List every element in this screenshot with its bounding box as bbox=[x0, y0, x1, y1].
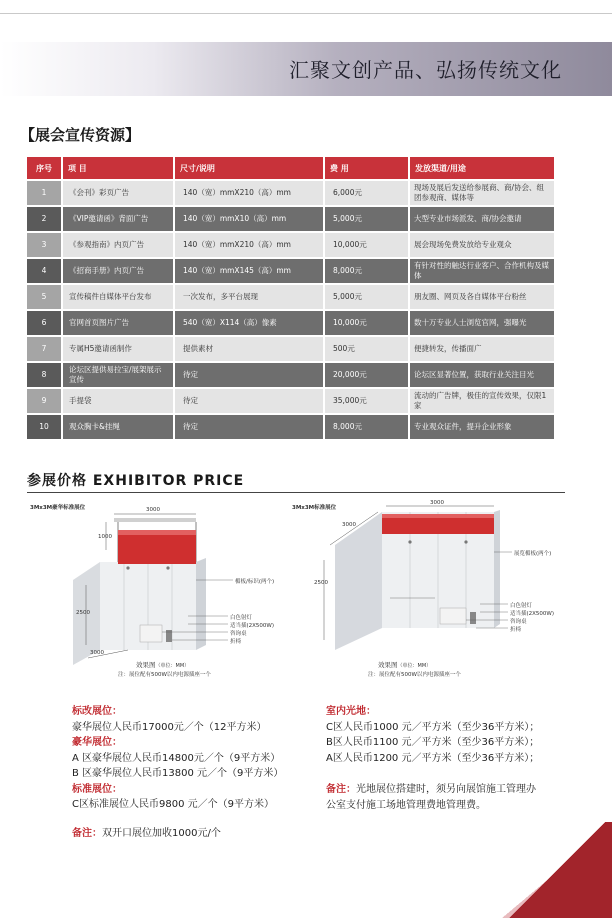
cell-no: 8 bbox=[27, 363, 61, 387]
dim-width: 3000 bbox=[430, 500, 444, 506]
price-line: C区标准展位人民币9800 元／个（9平方米） bbox=[72, 799, 274, 810]
label-chair: 折椅 bbox=[510, 627, 522, 633]
label-socket: 适当插(2X500W) bbox=[230, 623, 274, 629]
dim-side: 1000 bbox=[98, 534, 112, 540]
cell-no: 7 bbox=[27, 337, 61, 361]
cell-size: 140（宽）mmX210（高）mm bbox=[173, 181, 323, 205]
diagram-caption: 3Mx3M豪华标准展位 bbox=[30, 505, 86, 511]
cell-no: 2 bbox=[27, 207, 61, 231]
cell-item: 观众胸卡&挂绳 bbox=[61, 415, 173, 439]
power-note: 注：展位配有500W以内电源插座一个 bbox=[368, 672, 461, 678]
table-row bbox=[27, 207, 554, 231]
promo-resources-table bbox=[27, 155, 554, 441]
header-no: 序号 bbox=[27, 157, 61, 179]
note-left bbox=[72, 826, 221, 842]
dim-side: 3000 bbox=[342, 522, 356, 528]
table-row bbox=[27, 389, 554, 413]
cell-use: 大型专业市场派发、商/协会邀请 bbox=[408, 207, 554, 231]
cell-size: 140（宽）mmX210（高）mm bbox=[173, 233, 323, 257]
cell-use: 专业观众证件，提升企业形象 bbox=[408, 415, 554, 439]
label-spotlight: 白色射灯 bbox=[510, 603, 533, 609]
price-line: A 区豪华展位人民币14800元／个（9平方米） bbox=[72, 752, 281, 764]
header-banner bbox=[0, 42, 612, 96]
cell-no: 5 bbox=[27, 285, 61, 309]
cell-use: 展会现场免费发放给专业观众 bbox=[408, 233, 554, 257]
cell-item: 《参观指南》内页广告 bbox=[61, 233, 173, 257]
cell-fee: 8,000元 bbox=[323, 259, 408, 283]
cell-size: 140（宽）mmX10（高）mm bbox=[173, 207, 323, 231]
section-divider bbox=[27, 492, 565, 493]
cell-fee: 6,000元 bbox=[323, 181, 408, 205]
table-row bbox=[27, 259, 554, 283]
header-use: 发放渠道/用途 bbox=[408, 157, 554, 179]
cell-use: 论坛区显著位置，获取行业关注目光 bbox=[408, 363, 554, 387]
table-row bbox=[27, 233, 554, 257]
prices-left bbox=[72, 704, 283, 813]
table-row bbox=[27, 337, 554, 361]
diagram-caption: 3Mx3M标准展位 bbox=[292, 505, 337, 511]
cell-size: 140（宽）mmX145（高）mm bbox=[173, 259, 323, 283]
cell-fee: 35,000元 bbox=[323, 389, 408, 413]
header-item: 项 目 bbox=[61, 157, 173, 179]
table-row bbox=[27, 285, 554, 309]
cell-fee: 10,000元 bbox=[323, 311, 408, 335]
price-heading: 标改展位： bbox=[72, 706, 122, 717]
section-title-price: 参展价格 EXHIBITOR PRICE bbox=[27, 473, 245, 489]
cell-no: 10 bbox=[27, 415, 61, 439]
label-chair: 折椅 bbox=[230, 639, 242, 645]
cell-size: 待定 bbox=[173, 389, 323, 413]
cell-item: 专属H5邀请函制作 bbox=[61, 337, 173, 361]
cell-item: 《会刊》彩页广告 bbox=[61, 181, 173, 205]
note-text-1: 光地展位搭建时，须另向展馆施工管理办 bbox=[356, 784, 536, 795]
cell-size: 一次发布，多平台展现 bbox=[173, 285, 323, 309]
cell-fee: 500元 bbox=[323, 337, 408, 361]
dim-height: 2500 bbox=[76, 610, 90, 616]
render-title: 效果图（单位：MM） bbox=[378, 661, 432, 669]
label-fascia: 展览楣板(两个) bbox=[514, 551, 552, 557]
cell-no: 9 bbox=[27, 389, 61, 413]
cell-fee: 20,000元 bbox=[323, 363, 408, 387]
header-fee: 费 用 bbox=[323, 157, 408, 179]
power-note: 注：展位配有500W以内电源插座一个 bbox=[118, 672, 211, 678]
dim-height: 2500 bbox=[314, 580, 328, 586]
note-label: 备注： bbox=[72, 828, 102, 839]
cell-use: 有针对性的触达行业客户、合作机构及媒体 bbox=[408, 259, 554, 283]
cell-use: 朋友圈、网页及各自媒体平台粉丝 bbox=[408, 285, 554, 309]
cell-size: 提供素材 bbox=[173, 337, 323, 361]
cell-item: 宣传稿件自媒体平台发布 bbox=[61, 285, 173, 309]
label-spotlight: 白色射灯 bbox=[230, 615, 253, 621]
cell-use: 便捷转发，传播面广 bbox=[408, 337, 554, 361]
cell-use: 现场及展后发送给参展商、商/协会、组团参观商、媒体等 bbox=[408, 181, 554, 205]
banner-title: 汇聚文创产品、弘扬传统文化 bbox=[289, 58, 562, 82]
price-heading: 豪华展位： bbox=[72, 737, 122, 748]
cell-size: 待定 bbox=[173, 363, 323, 387]
header-size: 尺寸/说明 bbox=[173, 157, 323, 179]
table-row bbox=[27, 415, 554, 439]
cell-no: 6 bbox=[27, 311, 61, 335]
prices-right bbox=[326, 704, 539, 766]
table-row bbox=[27, 363, 554, 387]
price-line: A区人民币1200 元／平方米（至少36平方米）； bbox=[326, 752, 540, 764]
cell-no: 1 bbox=[27, 181, 61, 205]
price-line: C区人民币1000 元／平方米（至少36平方米）； bbox=[326, 721, 540, 733]
cell-no: 3 bbox=[27, 233, 61, 257]
corner-decoration bbox=[502, 822, 612, 918]
cell-item: 论坛区提供易拉宝/展架展示宣传 bbox=[61, 363, 173, 387]
top-rule bbox=[0, 0, 612, 14]
table-header-row bbox=[27, 157, 554, 179]
price-line: 豪华展位人民币17000元／个（12平方米） bbox=[72, 721, 267, 733]
price-heading: 室内光地： bbox=[326, 706, 376, 717]
note-label: 备注： bbox=[326, 784, 356, 795]
booth-illustration-standard bbox=[290, 500, 565, 685]
price-heading: 标准展位： bbox=[72, 783, 122, 795]
cell-size: 540（宽）X114（高）像素 bbox=[173, 311, 323, 335]
booth-illustration-luxury bbox=[28, 500, 293, 685]
label-desk: 咨询桌 bbox=[230, 631, 247, 637]
cell-item: 手提袋 bbox=[61, 389, 173, 413]
cell-use: 流动的广告牌，极佳的宣传效果，仅限1家 bbox=[408, 389, 554, 413]
cell-use: 数十万专业人士浏览官网，强曝光 bbox=[408, 311, 554, 335]
section-title-promo: 【展会宣传资源】 bbox=[20, 126, 141, 144]
label-desk: 咨询桌 bbox=[510, 619, 527, 625]
label-fascia: 楣板/标识(两个) bbox=[235, 579, 275, 585]
table-row bbox=[27, 311, 554, 335]
price-line: B 区豪华展位人民币13800 元／个（9平方米） bbox=[72, 768, 284, 779]
cell-item: 《VIP邀请函》背面广告 bbox=[61, 207, 173, 231]
booth-diagram-luxury bbox=[28, 500, 293, 685]
price-line: B区人民币1100 元／平方米（至少36平方米）； bbox=[326, 737, 540, 748]
note-text-2: 公室支付施工场地管理费地管理费。 bbox=[326, 799, 486, 811]
render-title: 效果图（单位：MM） bbox=[136, 661, 190, 669]
table-row bbox=[27, 181, 554, 205]
dim-width: 3000 bbox=[146, 507, 160, 513]
note-right bbox=[326, 782, 536, 813]
booth-diagram-standard bbox=[290, 500, 565, 685]
cell-fee: 8,000元 bbox=[323, 415, 408, 439]
cell-fee: 5,000元 bbox=[323, 285, 408, 309]
cell-size: 待定 bbox=[173, 415, 323, 439]
cell-item: 官网首页图片广告 bbox=[61, 311, 173, 335]
cell-no: 4 bbox=[27, 259, 61, 283]
label-socket: 适当插(2X500W) bbox=[510, 611, 554, 617]
dim-depth: 3000 bbox=[90, 650, 104, 656]
cell-fee: 5,000元 bbox=[323, 207, 408, 231]
cell-item: 《招商手册》内页广告 bbox=[61, 259, 173, 283]
note-text: 双开口展位加收1000元/个 bbox=[102, 828, 221, 839]
cell-fee: 10,000元 bbox=[323, 233, 408, 257]
